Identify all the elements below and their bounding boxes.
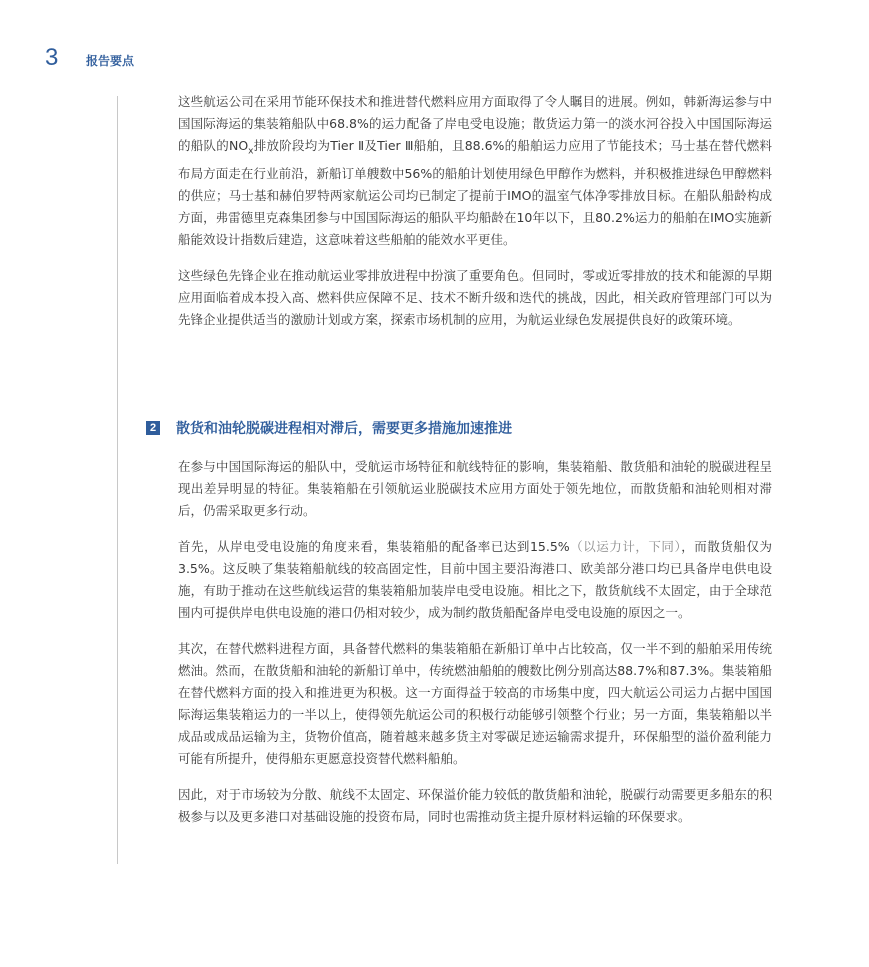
paragraph-1-text-a: 这些航运公司在采用节能环保技术和推进替代燃料应用方面取得了令人瞩目的进展。例如，韩新海运参与中国国际海运的集装箱船队中68.8%的运力配备了岸电受电设施；散货运力第一的淡水河谷投入中国国际海运的船队的NO — [178, 94, 772, 153]
paragraph-6: 因此，对于市场较为分散、航线不太固定、环保溢价能力较低的散货船和油轮，脱碳行动需要更多船东的积极参与以及更多港口对基础设施的投资布局，同时也需推动货主提升原材料运输的环保要求。 — [178, 787, 772, 824]
section-title: 报告要点 — [86, 54, 135, 68]
paragraph-4-text-a: 首先，从岸电受电设施的角度来看，集装箱船的配备率已达到15.5% — [178, 539, 570, 554]
margin-rule — [117, 96, 118, 864]
paragraph-2: 这些绿色先锋企业在推动航运业零排放进程中扮演了重要角色。但同时，零或近零排放的技术和能源的早期应用面临着成本投入高、燃料供应保障不足、技术不断升级和迭代的挑战，因此，相关政府管理部门可以为先锋企业提供适当的激励计划或方案，探索市场机制的应用，为航运业绿色发展提供良好的政策环境。 — [178, 267, 772, 327]
paragraph-4 — [178, 536, 772, 624]
paragraph-4-text-b: ，而散货船仅为3.5%。这反映了集装箱船航线的较高固定性，目前中国主要沿海港口、欧美部分港口均已具备岸电供电设施，有助于推动在这些航线运营的集装箱船加装岸电受电设施。相比之下，散货航线不太固定，由于全球范围内可提供岸电供电设施的港口仍相对较少，成为制约散货船配备岸电受电设施的原因之一。 — [178, 539, 772, 620]
paragraph-1-text-b: 排放阶段均为Tier Ⅱ及Tier Ⅲ船舶，且88.6%的船舶运力应用了节能技术；马士基在替代燃料布局方面走在行业前沿，新船订单艘数中56%的船舶计划使用绿色甲醇作为燃料，并积极推进绿色甲醇燃料的供应；马士基和赫伯罗特两家航运公司均已制定了提前于IMO的温室气体净零排放目标。在船队船龄构成方面，弗雷德里克森集团参与中国国际海运的船队平均船龄在10年以下，且80.2%运力的船舶在IMO实施新船能效设计指数后建造，这意味着这些船舶的能效水平更佳。 — [178, 138, 772, 247]
paragraph-4-note: （以运力计，下同） — [569, 539, 682, 554]
nox-subscript: x — [248, 146, 254, 157]
subsection-number-badge: 2 — [146, 421, 160, 435]
paragraph-1 — [178, 91, 772, 251]
page-number: 3 — [45, 44, 59, 71]
paragraph-3: 在参与中国国际海运的船队中，受航运市场特征和航线特征的影响，集装箱船、散货船和油轮的脱碳进程呈现出差异明显的特征。集装箱船在引领航运业脱碳技术应用方面处于领先地位，而散货船和油轮则相对滞后，仍需采取更多行动。 — [178, 459, 772, 518]
subsection-title: 散货和油轮脱碳进程相对滞后，需要更多措施加速推进 — [176, 421, 512, 437]
paragraph-5: 其次，在替代燃料进程方面，具备替代燃料的集装箱船在新船订单中占比较高，仅一半不到的船舶采用传统燃油。然而，在散货船和油轮的新船订单中，传统燃油船舶的艘数比例分别高达88.7%和87.3%。集装箱船在替代燃料方面的投入和推进更为积极。这一方面得益于较高的市场集中度，四大航运公司运力占据中国国际海运集装箱运力的一半以上，使得领先航运公司的积极行动能够引领整个行业；另一方面，集装箱船以半成品或成品运输为主，货物价值高，随着越来越多货主对零碳足迹运输需求提升，环保船型的溢价盈利能力可能有所提升，使得船东更愿意投资替代燃料船舶。 — [178, 641, 772, 766]
body-block-1 — [178, 91, 772, 331]
subsection-heading — [146, 418, 512, 438]
body-block-2 — [178, 456, 772, 828]
